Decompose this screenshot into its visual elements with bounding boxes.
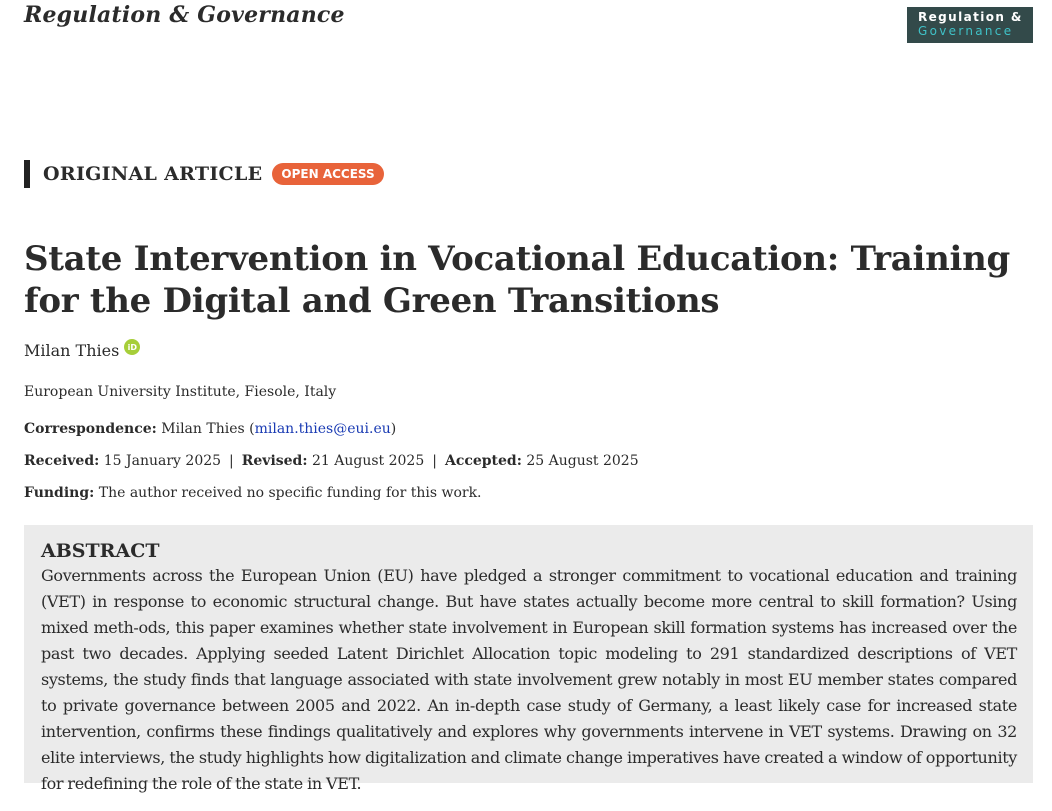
- correspondence-email-link[interactable]: milan.thies@eui.eu: [254, 421, 391, 437]
- correspondence-label: Correspondence:: [24, 421, 157, 437]
- correspondence-name: Milan Thies (: [161, 421, 255, 437]
- accepted-label: Accepted:: [444, 453, 522, 469]
- orcid-icon[interactable]: iD: [124, 339, 140, 355]
- correspondence: [24, 421, 396, 437]
- author-name[interactable]: Milan Thies: [24, 340, 120, 360]
- funding-text: The author received no specific funding for this work.: [98, 485, 482, 501]
- journal-name[interactable]: Regulation & Governance: [24, 2, 345, 28]
- revised-date: 21 August 2025: [311, 453, 425, 469]
- abstract-text: Governments across the European Union (EU) have pledged a stronger commitment to vocational education and training (VET) in response to economic structural change. But have states actually become more central to skill formation? Using mixed meth-ods, this paper examines whether state involvement in European skill formation systems has increased over the past two decades. Applying seeded Latent Dirichlet Allocation topic modeling to 291 standardized descriptions of VET systems, the study finds that language associated with state involvement grew notably in most EU member states compared to private governance between 2005 and 2022. An in-depth case study of Germany, a least likely case for increased state intervention, confirms these findings qualitatively and explores why governments intervene in VET systems. Drawing on 32 elite interviews, the study highlights how digitalization and climate change imperatives have created a window of opportunity for redefining the role of the state in VET.: [41, 566, 1017, 793]
- date-separator: |: [432, 453, 437, 469]
- received-label: Received:: [24, 453, 100, 469]
- article-type-row: [24, 160, 384, 188]
- open-access-badge: OPEN ACCESS: [272, 163, 383, 185]
- funding-label: Funding:: [24, 485, 95, 501]
- correspondence-close: ): [390, 421, 397, 437]
- logo-line-1: Regulation &: [918, 10, 1023, 24]
- article-type-bar: [24, 160, 30, 188]
- received-date: 15 January 2025: [103, 453, 222, 469]
- revised-label: Revised:: [241, 453, 308, 469]
- affiliation: European University Institute, Fiesole, Italy: [24, 384, 337, 400]
- article-type-label: ORIGINAL ARTICLE: [43, 163, 263, 185]
- abstract-box: [24, 525, 1033, 793]
- abstract-heading: ABSTRACT: [41, 540, 160, 562]
- logo-line-2: Governance: [918, 24, 1014, 38]
- accepted-date: 25 August 2025: [526, 453, 639, 469]
- article-title: State Intervention in Vocational Education: Training for the Digital and Green Transitions: [24, 239, 1011, 321]
- dates-row: [24, 453, 639, 469]
- author-row: [24, 339, 140, 361]
- funding: [24, 485, 482, 501]
- journal-logo[interactable]: [907, 7, 1033, 43]
- date-separator: |: [229, 453, 234, 469]
